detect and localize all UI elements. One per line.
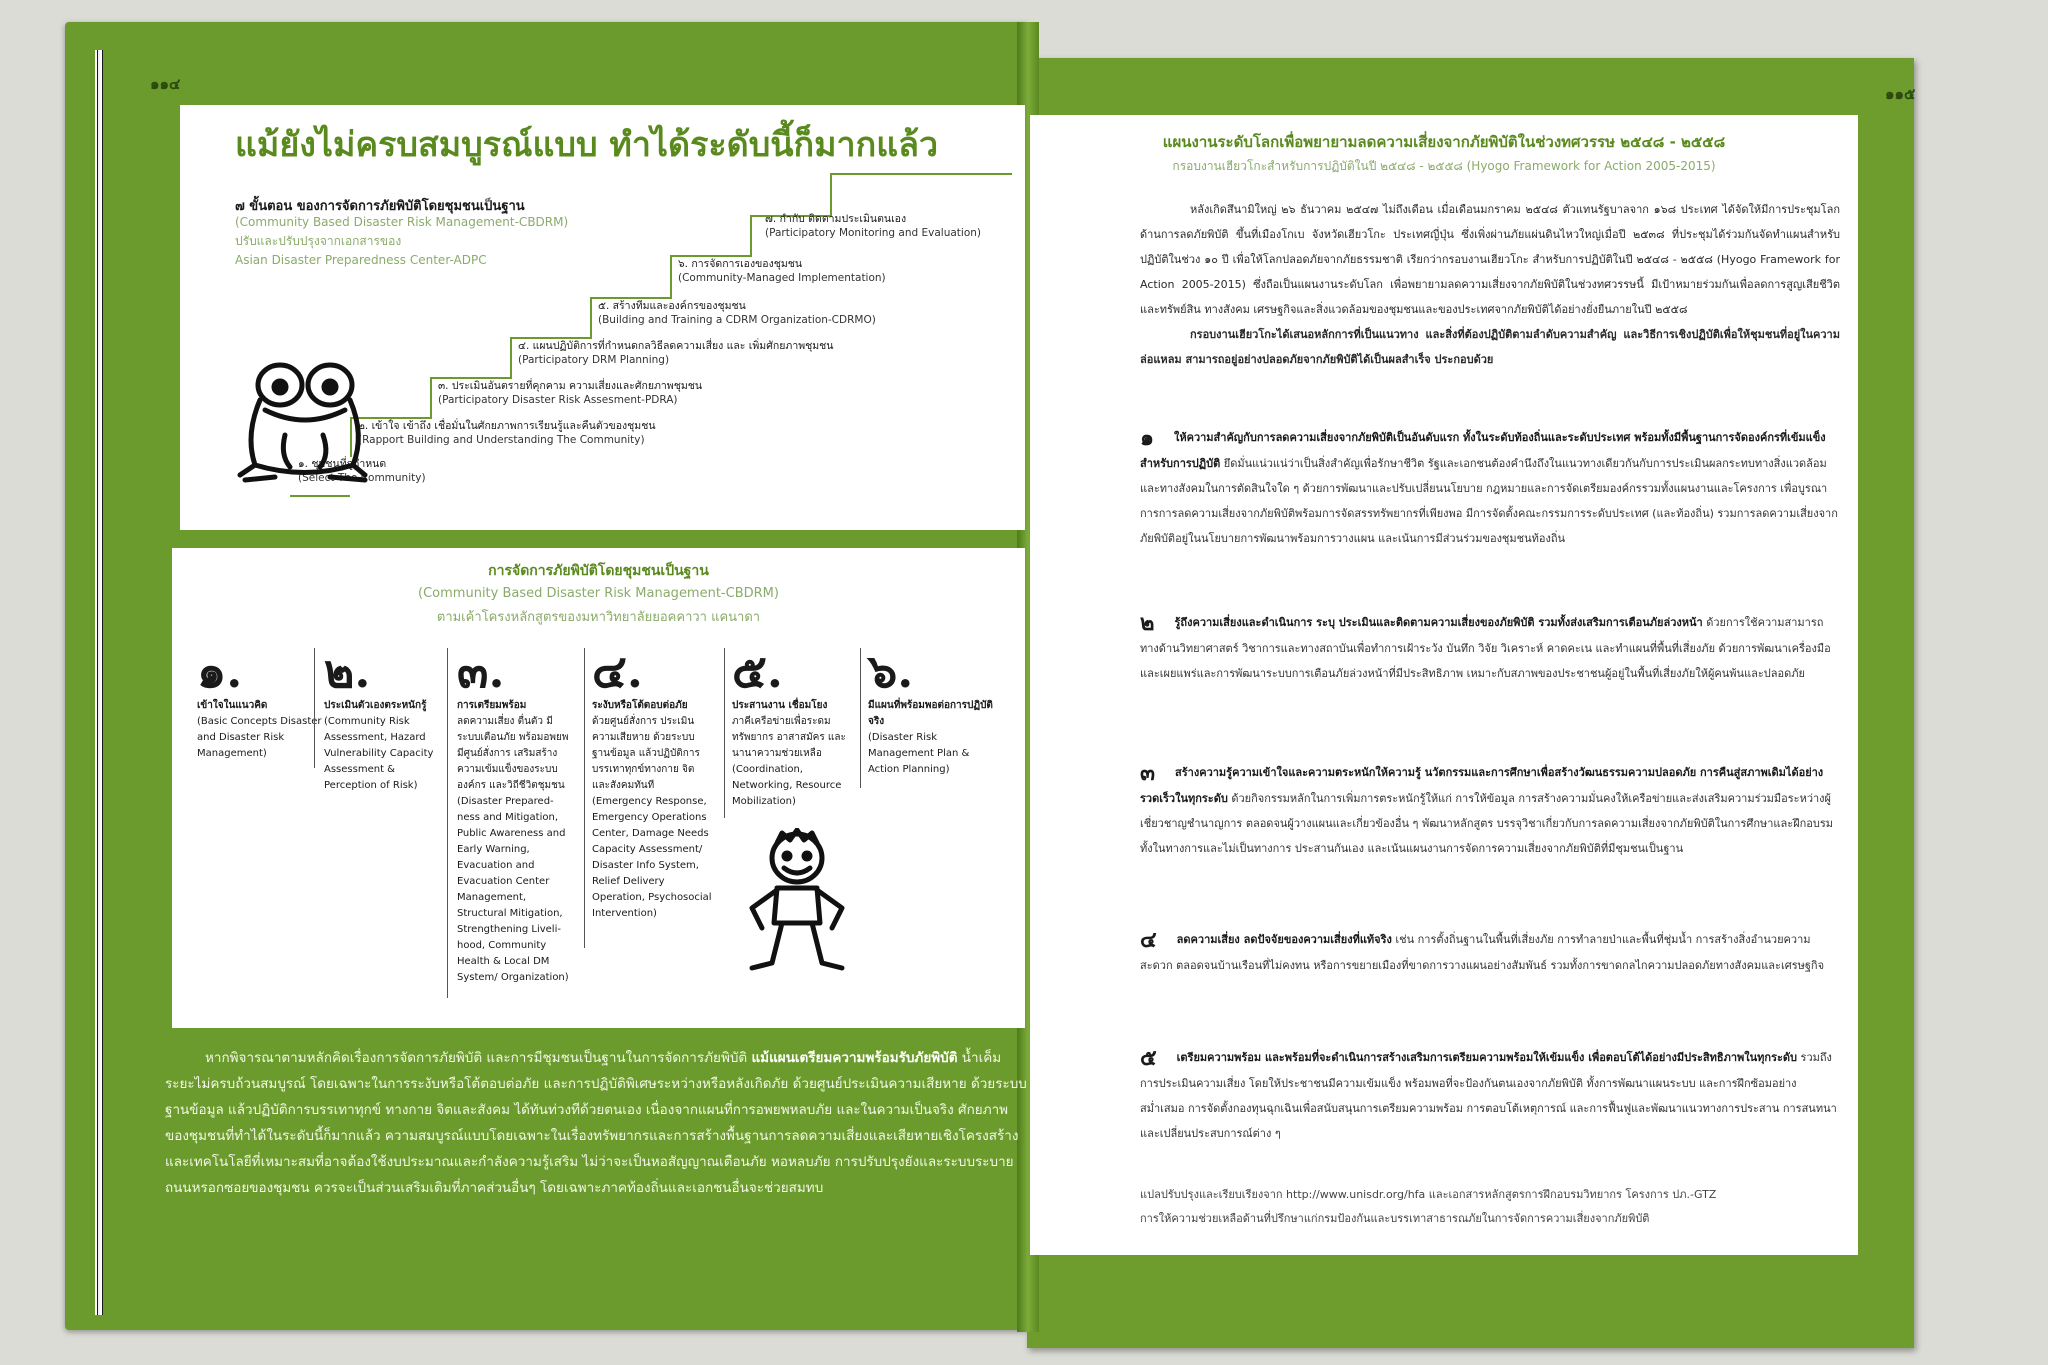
cbdrm-column-3 <box>457 644 572 986</box>
boy-drawing-icon <box>742 828 852 978</box>
cbdrm-panel <box>172 548 1025 1028</box>
source-line: การให้ความช่วยเหลือด้านที่ปรึกษาแก่กรมป้องกันและบรรเทาสาธารณภัยในการจัดการความเสี่ยงจากภัยพิบัติ <box>1140 1212 1650 1225</box>
item-number: ๕ <box>1140 1044 1157 1071</box>
step-5 <box>598 299 876 327</box>
column-divider <box>447 648 448 998</box>
item-heading: ให้ความสำคัญกับการลดความเสี่ยงจากภัยพิบัติเป็นอันดับแรก ทั้งในระดับท้องถิ่นและระดับประเทศ พร้อมทั้งมีพื้นฐานการจัดองค์กรที่เข้มแข็งสำหรับการปฏิบัติ <box>1140 431 1826 470</box>
column-divider <box>860 648 861 788</box>
cbdrm-column-2 <box>324 644 444 794</box>
intro-emphasis: กรอบงานเฮียวโกะได้เสนอหลักการที่เป็นแนวทาง และสิ่งที่ต้องปฏิบัติตามลำดับความสำคัญ และวิธีการเชิงปฏิบัติเพื่อให้ชุมชนที่อยู่ในความล่อแหลม สามารถอยู่อย่างปลอดภัยจากภัยพิบัติได้เป็นผลสำเร็จ ประกอบด้วย <box>1140 328 1840 366</box>
step-label: ๓. ประเมินอันตรายที่คุกคาม ความเสี่ยงและศักยภาพชุมชน <box>438 380 703 392</box>
cbdrm-column-4 <box>592 644 712 922</box>
hyogo-title: แผนงานระดับโลกเพื่อพยายามลดความเสี่ยงจากภัยพิบัติในช่วงทศวรรษ ๒๕๔๘ - ๒๕๕๘ <box>1162 133 1726 151</box>
intro-paragraph: หลังเกิดสึนามิใหญ่ ๒๖ ธันวาคม ๒๕๔๗ ไม่ถึงเดือน เมื่อเดือนมกราคม ๒๕๔๘ ตัวแทนรัฐบาลจาก ๑๖๘ ประเทศ ได้จัดให้มีการประชุมโลกด้านการลดภัยพิบัติ ขึ้นที่เมืองโกเบ จังหวัดเฮียวโกะ ประเทศญี่ปุ่น ซึ่งเพิ่งผ่านภัยแผ่นดินไหวใหญ่เมื่อปี ๒๕๓๘ ที่ประชุมได้ร่วมกันจัดทำแผนสำหรับปฏิบัติในช่วง ๑๐ ปี เพื่อให้โลกปลอดภัยจากภัยธรรมชาติ เรียกว่ากรอบงานเฮียวโกะ สำหรับการปฏิบัติในปี ๒๕๔๘ - ๒๕๕๘ (Hyogo Framework for Action 2005-2015) ซึ่งถือเป็นแผนงานระดับโลก เพื่อพยายามลดความเสี่ยงจากภัยพิบัติในช่วงทศวรรษนี้ มีเป้าหมายร่วมกันเพื่อลดการสูญเสียชีวิตและทรัพย์สิน ทางสังคม เศรษฐกิจและสิ่งแวดล้อมของชุมชนและของประเทศจากภัยพิบัติได้อย่างยั่งยืนภายในปี ๒๕๕๘ <box>1140 203 1840 316</box>
hyogo-item-3 <box>1140 760 1840 861</box>
intro-paragraph <box>1140 322 1840 372</box>
hyogo-panel <box>1030 115 1858 1255</box>
steps-subtitle-line: (Community Based Disaster Risk Management-CBDRM) <box>235 215 569 229</box>
item-number: ๓ <box>1140 759 1156 786</box>
cbdrm-subtitle: ตามเค้าโครงหลักสูตรของมหาวิทยาลัยยอคคาวา แคนาดา <box>436 610 761 625</box>
steps-panel <box>180 105 1025 530</box>
hyogo-item-4 <box>1140 927 1840 978</box>
source-note <box>1140 1183 1840 1231</box>
item-heading: เตรียมความพร้อม และพร้อมที่จะดำเนินการสร้างเสริมการเตรียมความพร้อมให้เข้มแข็ง เพื่อตอบโต้ได้อย่างมีประสิทธิภาพในทุกระดับ <box>1176 1051 1798 1064</box>
page-headline: แม้ยังไม่ครบสมบูรณ์แบบ ทำได้ระดับนี้ก็มากแล้ว <box>235 125 939 165</box>
item-heading: สร้างความรู้ความเข้าใจและความตระหนักให้ความรู้ นวัตกรรมและการศึกษาเพื่อสร้างวัฒนธรรมความปลอดภัย การคืนสู่สภาพเดิมได้อย่างรวดเร็วในทุกระดับ <box>1140 766 1824 805</box>
cbdrm-column-6 <box>868 644 993 778</box>
steps-title: ๗ ขั้นตอน ของการจัดการภัยพิบัติโดยชุมชนเป็นฐาน <box>235 199 525 214</box>
item-text: ยึดมั่นแน่วแน่ว่าเป็นสิ่งสำคัญเพื่อรักษาชีวิต รัฐและเอกชนต้องคำนึงถึงในแนวทางเดียวกันกับการประเมินผลกระทบทางสิ่งแวดล้อม และทางสังคมในการตัดสินใจใด ๆ ด้วยการพัฒนาและปรับเปลี่ยนนโยบาย กฎหมายและการจัดเตรียมองค์กรรวมทั้งแผนงานและโครงการ เพื่อบูรณาการการลดความเสี่ยงจากภัยพิบัติพร้อมการจัดสรรทรัพยากรที่เพียงพอ มีการจัดตั้งคณะกรรมการระดับประเทศ (และท้องถิ่น) รวมการลดความเสี่ยงจากภัยพิบัติอยู่ในนโยบายการพัฒนาพร้อมการวางแผน และเน้นการมีส่วนร่วมของชุมชนท้องถิ่น <box>1140 456 1838 545</box>
summary-text: น้ำเค็มระยะไม่ครบถ้วนสมบูรณ์ โดยเฉพาะในการระงับหรือโต้ตอบต่อภัย และการปฏิบัติพิเศษระหว่างหรือหลังเกิดภัย ด้วยศูนย์ประเมินความเสียหาย ด้วยระบบฐานข้อมูล แล้วปฏิบัติการบรรเทาทุกข์ ทางกาย จิตและสังคม ได้ทันท่วงทีด้วยตนเอง เนื่องจากแผนที่การอพยพหลบภัย และในความเป็นจริง ศักยภาพของชุมชนที่ทำได้ในระดับนี้ก็มากแล้ว ความสมบูรณ์แบบโดยเฉพาะในเรื่องทรัพยากรและการสร้างพื้นฐานการลดความเสี่ยงและเสียหายเชิงโครงสร้าง และเทคโนโลยีที่เหมาะสมที่อาจต้องใช้งบประมาณและกำลังความรู้เสริม ไม่ว่าจะเป็นหอสัญญาณเตือนภัย หอหลบภัย การปรับปรุงยังและระบบระบาย ถนนหรอกซอยของชุมชน ควรจะเป็นส่วนเสริมเติมที่ภาคส่วนอื่นๆ โดยเฉพาะภาคท้องถิ่นและเอกชนอื่นจะช่วยสมทบ <box>165 1050 1027 1196</box>
cbdrm-column-5 <box>732 644 852 810</box>
column-number: ๒. <box>324 644 371 698</box>
column-divider <box>584 648 585 948</box>
hyogo-item-2 <box>1140 610 1840 686</box>
column-divider <box>724 648 725 818</box>
column-number: ๖. <box>868 644 914 698</box>
hyogo-subtitle: กรอบงานเฮียวโกะสำหรับการปฏิบัติในปี ๒๕๔๘ - ๒๕๕๘ (Hyogo Framework for Action 2005-2015) <box>1172 159 1716 173</box>
column-number: ๑. <box>197 644 243 698</box>
left-page-number: ๑๑๔ <box>150 75 181 93</box>
cbdrm-subtitle: (Community Based Disaster Risk Management-CBDRM) <box>418 586 779 601</box>
column-title: การเตรียมพร้อม <box>457 700 527 711</box>
column-title: เข้าใจในแนวคิด <box>197 700 268 711</box>
item-text: รวมถึงการประเมินความเสี่ยง โดยให้ประชาชนมีความเข้มแข็ง พร้อมพอที่จะป้องกันตนเองจากภัยพิบัติ ทั้งการพัฒนาแผนระบบ และการฝึกซ้อมอย่างสม่ำเสมอ การจัดตั้งกองทุนฉุกเฉินเพื่อสนับสนุนการเตรียมความพร้อม การตอบโต้เหตุการณ์ และการฟื้นฟูและพัฒนาแนวทางการประสาน การสนทนาและเปลี่ยนประสบการณ์ต่าง ๆ <box>1140 1051 1837 1140</box>
column-divider <box>314 648 315 768</box>
column-body: (Basic Concepts Disaster and Disaster Risk Management) <box>197 716 322 759</box>
step-2 <box>358 419 656 447</box>
column-title: ประสานงาน เชื่อมโยง <box>732 700 828 711</box>
step-label-en: (Participatory Monitoring and Evaluation) <box>765 227 982 239</box>
step-4 <box>518 339 833 367</box>
summary-emphasis: แม้แผนเตรียมความพร้อมรับภัยพิบัติ <box>751 1050 958 1066</box>
step-label-en: (Participatory DRM Planning) <box>518 354 670 366</box>
step-label: ๕. สร้างทีมและองค์กรของชุมชน <box>598 300 746 312</box>
column-title: ระงับหรือโต้ตอบต่อภัย <box>592 700 688 711</box>
summary-text: หากพิจารณาตามหลักคิดเรื่องการจัดการภัยพิบัติ และการมีชุมชนเป็นฐานในการจัดการภัยพิบัติ <box>205 1050 748 1066</box>
step-label-en: (Select The Community) <box>298 472 426 484</box>
item-heading: ลดความเสี่ยง ลดปัจจัยของความเสี่ยงที่แท้จริง <box>1176 933 1392 946</box>
step-label-en: (Participatory Disaster Risk Assesment-PDRA) <box>438 394 678 406</box>
stair-step <box>830 173 1012 217</box>
step-label: ๖. การจัดการเองของชุมชน <box>678 258 803 270</box>
step-label: ๗. กำกับ ติดตามประเมินตนเอง <box>765 213 907 225</box>
frog-drawing-icon <box>235 355 370 485</box>
step-3 <box>438 379 702 407</box>
step-label: ๒. เข้าใจ เข้าถึง เชื่อมั่นในศักยภาพการเรียนรู้และคืนตัวของชุมชน <box>358 420 656 432</box>
column-body: ด้วยศูนย์สั่งการ ประเมินความเสียหาย ด้วยระบบฐานข้อมูล แล้วปฏิบัติการ บรรเทาทุกข์ทางกาย จิต และสังคมทันที (Emergency Response, Emergency Operations Center, Damage Needs Capacity Assessment/ Disaster Info System, Relief Delivery Operation, Psychosocial Intervention) <box>592 716 712 919</box>
item-number: ๑ <box>1140 424 1154 451</box>
item-number: ๔ <box>1140 926 1157 953</box>
column-number: ๔. <box>592 644 643 698</box>
item-text: ด้วยการใช้ความสามารถทางด้านวิทยาศาสตร์ วิชาการและทางสถาบันเพื่อทำการเฝ้าระวัง บันทึก วิจัย วิเคราะห์ คาดคะเน และทำแผนที่พื้นที่เสี่ยงภัย ด้วยการพัฒนาเครื่องมือและเผยแพร่และการพัฒนาระบบการเตือนภัยล่วงหน้าที่มีประสิทธิภาพ เหมาะกับสภาพของประชาชนผู้อยู่ในพื้นที่เสี่ยงภัยให้ผู้คนพ้นและปลอดภัย <box>1140 616 1831 680</box>
hyogo-intro <box>1140 197 1840 372</box>
item-text: เช่น การตั้งถิ่นฐานในพื้นที่เสี่ยงภัย การทำลายป่าและพื้นที่ชุ่มน้ำ การสร้างสิ่งอำนวยความสะดวก ตลอดจนบ้านเรือนที่ไม่คงทน หรือการขยายเมืองที่ขาดการวางแผนอย่างสัมพันธ์ รวมทั้งการขาดกลไกความปลอดภัยทางสังคมและเศรษฐกิจ <box>1140 933 1825 972</box>
item-text: ด้วยกิจกรรมหลักในการเพิ่มการตระหนักรู้ให้แก่ การให้ข้อมูล การสร้างความมั่นคงให้เครือข่ายและส่งเสริมความร่วมมือระหว่างผู้เชี่ยวชาญชำนาญการ ตลอดจนผู้วางแผนและเกี่ยวข้องอื่น ๆ พัฒนาหลักสูตร บรรจุวิชาเกี่ยวกับการลดความเสี่ยงจากภัยพิบัติในการศึกษาและฝึกอบรมทั้งในทางการและไม่เป็นทางการ ประสานกันเอง และเน้นแผนงานการจัดการความเสี่ยงจากภัยพิบัติที่มีชุมชนเป็นฐาน <box>1140 791 1834 855</box>
right-page-number: ๑๑๕ <box>1885 85 1916 103</box>
column-title: มีแผนที่พร้อมพอต่อการปฏิบัติจริง <box>868 700 993 727</box>
step-label: ๑. ชุมชนที่ถูกำหนด <box>298 458 387 470</box>
column-title: ประเมินตัวเองตระหนักรู้ <box>324 700 427 711</box>
column-body: ลดความเสี่ยง ตื่นตัว มีระบบเตือนภัย พร้อมอพยพ มีศูนย์สั่งการ เสริมสร้างความเข้มแข็งของระบบ องค์กร และวิถีชีวิตชุมชน (Disaster Prepared-ness and Mitigation, Public Awareness and Early Warning, Evacuation and Evacuation Center Management, Structural Mitigation, Strengthening Liveli-hood, Community Health & Local DM System/ Organization) <box>457 716 569 983</box>
steps-subtitle-line: ปรับและปรับปรุงจากเอกสารของ <box>235 234 402 248</box>
left-summary-paragraph <box>165 1045 1027 1201</box>
cbdrm-title: การจัดการภัยพิบัติโดยชุมชนเป็นฐาน <box>488 563 709 579</box>
step-label: ๔. แผนปฏิบัติการที่กำหนดกลวิธีลดความเสี่ยง และ เพิ่มศักยภาพชุมชน <box>518 340 834 352</box>
column-body: ภาคีเครือข่ายเพื่อระดมทรัพยากร อาสาสมัคร และนานาความช่วยเหลือ (Coordination, Networking, Resource Mobilization) <box>732 716 846 807</box>
step-7 <box>765 212 981 240</box>
step-label-en: (Community-Managed Implementation) <box>678 272 886 284</box>
column-body: (Community Risk Assessment, Hazard Vulnerability Capacity Assessment & Perception of Risk) <box>324 716 434 791</box>
page-edge <box>95 50 103 1315</box>
step-label-en: (Rapport Building and Understanding The Community) <box>358 434 645 446</box>
column-number: ๕. <box>732 644 783 698</box>
column-number: ๓. <box>457 644 505 698</box>
source-line: แปลปรับปรุงและเรียบเรียงจาก http://www.unisdr.org/hfa และเอกสารหลักสูตรการฝึกอบรมวิทยากร โครงการ ปภ.-GTZ <box>1140 1188 1717 1201</box>
step-6 <box>678 257 886 285</box>
column-body: (Disaster Risk Management Plan & Action Planning) <box>868 732 970 775</box>
item-number: ๒ <box>1140 609 1155 636</box>
hyogo-item-5 <box>1140 1045 1840 1146</box>
step-label-en: (Building and Training a CDRM Organization-CDRMO) <box>598 314 876 326</box>
item-heading: รู้ถึงความเสี่ยงและดำเนินการ ระบุ ประเมินและติดตามความเสี่ยงของภัยพิบัติ รวมทั้งส่งเสริมการเตือนภัยล่วงหน้า <box>1174 616 1703 629</box>
steps-subtitle-line: Asian Disaster Preparedness Center-ADPC <box>235 253 487 267</box>
hyogo-item-1 <box>1140 425 1840 551</box>
cbdrm-column-1 <box>197 644 337 762</box>
steps-subtitle <box>235 213 615 270</box>
